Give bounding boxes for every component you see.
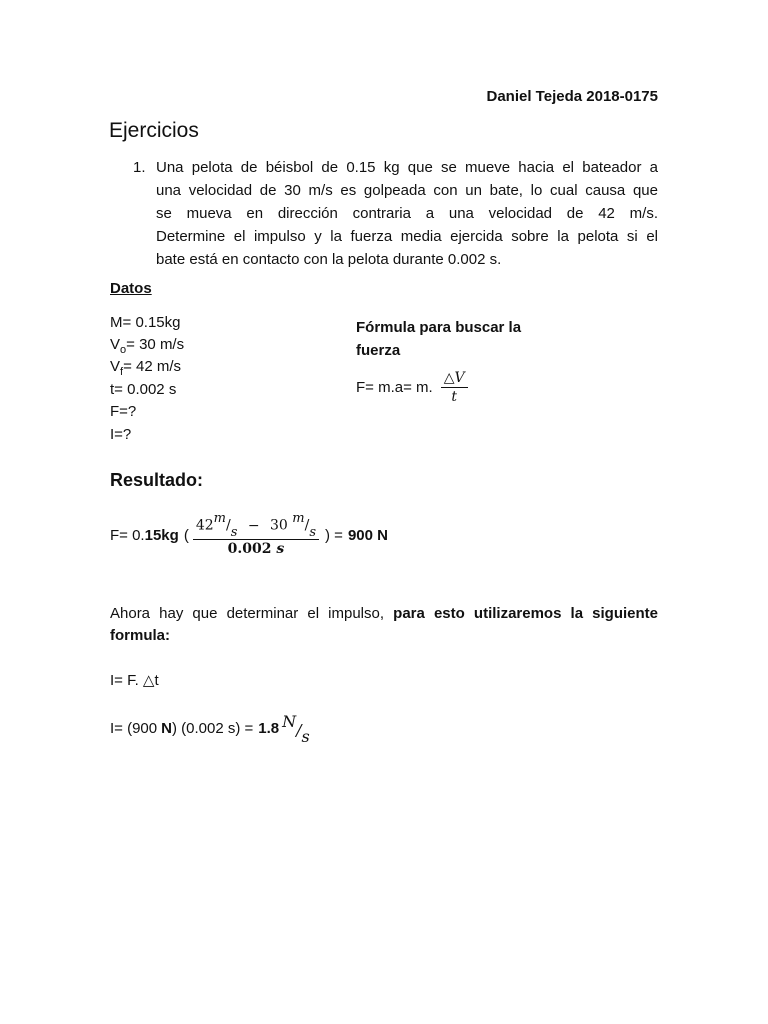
resultado-heading: Resultado: [110, 470, 204, 490]
unit-s: s [309, 524, 316, 540]
datos-vo-label: V [110, 336, 121, 353]
impulse-unit-den: s [301, 726, 310, 746]
impulse-calc-prefix: I= (900 [110, 720, 158, 738]
impulse-intro [110, 603, 658, 647]
datos-impulse-unknown: I=? [110, 426, 132, 443]
impulse-calc-n: N [161, 720, 172, 738]
problem-line: bate está en contacto con la pelota durante 0.002 s. [156, 251, 502, 268]
datos-vo-value: 30 [139, 336, 156, 353]
velocity-initial: 30 [270, 517, 288, 534]
close-paren-equals: ) = [325, 526, 343, 544]
page-title: Ejercicios [109, 119, 199, 142]
force-formula [356, 370, 468, 405]
impulse-intro-line2: formula: [110, 627, 170, 644]
fraction-denominator: t [451, 389, 457, 405]
force-result-prefix: F= 0. [110, 526, 145, 544]
force-result-fraction [193, 513, 319, 556]
datos-vo-unit: m/s [159, 336, 185, 353]
impulse-calculation [110, 714, 310, 744]
unit-s: s [230, 524, 238, 540]
datos-vf-value: 42 m/s [136, 358, 182, 375]
impulse-formula: I= F. △t [110, 672, 159, 689]
impulse-intro-bold: para esto utilizaremos la siguiente [393, 605, 659, 622]
problem-statement [156, 156, 658, 271]
problem-line: Determine el impulso y la fuerza media ejercida sobre la pelota si el [156, 228, 658, 245]
datos-vf-sub: f [120, 366, 124, 378]
formula-heading-line1: Fórmula para buscar la [356, 319, 522, 336]
problem-number: 1. [133, 159, 146, 176]
time-value: 0.002 [227, 540, 272, 557]
open-paren: ( [183, 526, 189, 544]
impulse-intro-line1 [110, 603, 658, 625]
minus-sign: − [247, 517, 260, 534]
unit-m: m [213, 511, 226, 527]
unit-m: m [292, 511, 305, 527]
formula-heading [356, 316, 521, 362]
datos-mass-value: 0.15kg [135, 314, 181, 331]
force-formula-prefix: F= m.a= m. [356, 379, 433, 396]
datos-vo-sub: o [120, 344, 127, 356]
problem-line: Una pelota de béisbol de 0.15 kg que se mueve hacia el bateador a [156, 159, 658, 176]
datos-mass-label: M= [110, 314, 132, 331]
fraction-numerator: △V [441, 370, 468, 388]
author-header: Daniel Tejeda 2018-0175 [486, 88, 658, 105]
datos-vo-eq: = [126, 336, 135, 353]
force-formula-fraction [441, 370, 468, 405]
formula-heading-line2: fuerza [356, 342, 401, 359]
datos-vf-eq: = [123, 358, 132, 375]
impulse-unit-num: N [282, 712, 297, 731]
datos-time-label: t= [110, 381, 123, 398]
datos-mass [110, 312, 180, 335]
problem-line: se mueva en dirección contraria a una velocidad de 42 m/s. [156, 205, 658, 222]
impulse-unit: $^N/_s$ [282, 712, 310, 746]
result-denominator [228, 540, 285, 557]
datos-time-value: 0.002 s [127, 381, 177, 398]
force-answer: 900 N [347, 526, 388, 544]
datos-time [110, 379, 176, 402]
force-result [110, 511, 388, 557]
datos-force-unknown: F=? [110, 403, 137, 420]
datos-vf-label: V [110, 358, 121, 375]
result-numerator: $42^m/_s - 30$ $^m/_s$ [193, 513, 319, 539]
impulse-calc-mid: ) (0.002 s) = [171, 720, 254, 738]
time-unit: s [276, 540, 285, 557]
velocity-final: 42 [195, 517, 214, 534]
impulse-intro-normal: Ahora hay que determinar el impulso, [110, 605, 385, 622]
problem-line: una velocidad de 30 m/s es golpeada con un bate, lo cual causa que [156, 182, 658, 199]
impulse-value: 1.8 [258, 720, 280, 738]
datos-heading: Datos [110, 280, 152, 297]
force-result-mass: 15kg [144, 526, 179, 544]
